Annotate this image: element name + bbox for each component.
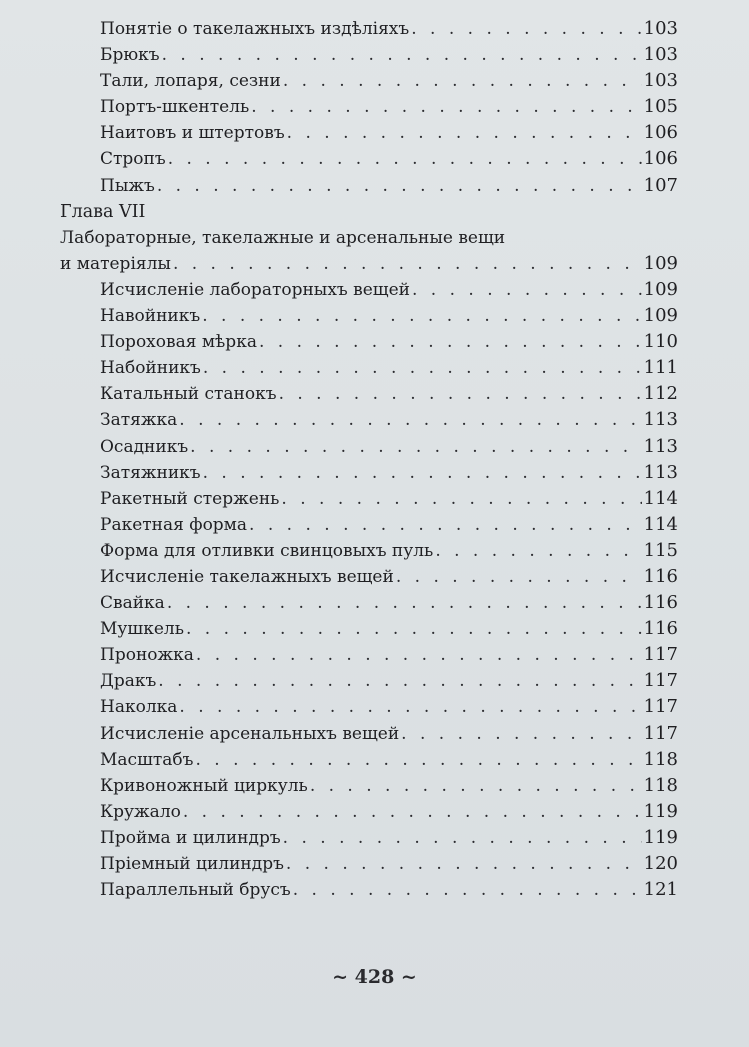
leader-dots: [162, 42, 642, 68]
toc-entry-page-number: 105: [643, 96, 678, 118]
toc-entry-title: Кривоножный циркуль: [100, 775, 308, 796]
toc-entry-title: Понятіе о такелажныхъ издѣліяхъ: [100, 19, 410, 39]
toc-entry-title: Навойникъ: [100, 306, 201, 327]
toc-entry: [60, 825, 678, 851]
leader-dots: [195, 747, 641, 773]
toc-entry-page-number: 106: [643, 148, 678, 170]
toc-top-list: [60, 16, 678, 199]
toc-chapter-list: [60, 277, 678, 903]
toc-entry-title: Наколка: [100, 697, 178, 718]
chapter-page-number: 109: [643, 252, 678, 274]
leader-dots: [259, 329, 642, 355]
toc-entry-page-number: 114: [643, 513, 678, 535]
toc-entry-title: Свайка: [100, 593, 165, 614]
toc-entry-page-number: 114: [643, 487, 678, 509]
toc-entry: [60, 146, 678, 172]
toc-entry: [60, 434, 678, 460]
leader-dots: [281, 486, 641, 512]
leader-dots: [396, 564, 642, 590]
chapter-title-row: [60, 251, 678, 277]
toc-entry-title: Пороховая мѣрка: [100, 332, 257, 353]
toc-entry-page-number: 103: [643, 44, 678, 66]
toc-entry: [60, 642, 678, 668]
leader-dots: [173, 251, 642, 277]
leader-dots: [196, 642, 642, 668]
toc-entry-title: Исчисленіе такелажныхъ вещей: [100, 566, 394, 587]
toc-entry-title: Ракетная форма: [100, 514, 248, 535]
chapter-title-line1: Лабораторные, такелажные и арсенальные вещи: [60, 227, 506, 248]
toc-entry-page-number: 107: [643, 174, 678, 196]
toc-entry-page-number: 118: [643, 748, 678, 770]
leader-dots: [167, 590, 642, 616]
toc-entry-page-number: 112: [643, 383, 678, 405]
leader-dots: [279, 381, 642, 407]
toc-entry: [60, 564, 678, 590]
toc-entry: [60, 512, 678, 538]
toc-entry: [60, 486, 678, 512]
leader-dots: [283, 825, 642, 851]
toc-entry-title: Затяжка: [100, 410, 178, 431]
leader-dots: [157, 173, 642, 199]
toc-entry-page-number: 109: [643, 305, 678, 327]
toc-entry-title: Набойникъ: [100, 358, 201, 379]
toc-entry-title: Исчисленіе арсенальныхъ вещей: [100, 723, 400, 744]
toc-entry: [60, 355, 678, 381]
leader-dots: [310, 773, 642, 799]
toc-entry-page-number: 116: [643, 565, 678, 587]
toc-entry-page-number: 117: [643, 670, 678, 692]
toc-entry-title: Брюкъ: [100, 45, 160, 66]
toc-entry-page-number: 106: [643, 122, 678, 144]
toc-entry-page-number: 116: [643, 592, 678, 614]
toc-entry-title: Дракъ: [100, 671, 157, 692]
toc-entry: [60, 538, 678, 564]
toc-entry-page-number: 117: [643, 722, 678, 744]
toc-entry-title: Катальный станокъ: [100, 384, 277, 405]
toc-entry: [60, 747, 678, 773]
toc-entry: [60, 668, 678, 694]
toc-entry: [60, 407, 678, 433]
toc-entry-page-number: 110: [643, 331, 678, 353]
toc-entry-page-number: 116: [643, 618, 678, 640]
toc-entry: [60, 721, 678, 747]
toc-entry-title: Тали, лопаря, сезни: [100, 71, 281, 92]
toc-entry-page-number: 115: [643, 539, 678, 561]
toc-entry-title: Исчисленіе лабораторныхъ вещей: [100, 279, 410, 300]
leader-dots: [190, 434, 641, 460]
toc-entry-title: Масштабъ: [100, 749, 194, 770]
toc-entry-title: Пройма и цилиндръ: [100, 827, 281, 848]
toc-entry: [60, 851, 678, 877]
toc-entry-title: Параллельный брусъ: [100, 880, 291, 901]
toc-entry: [60, 773, 678, 799]
toc-entry-title: Форма для отливки свинцовыхъ пуль: [100, 540, 434, 561]
leader-dots: [168, 146, 642, 172]
toc-entry-page-number: 117: [643, 644, 678, 666]
toc-entry: [60, 120, 678, 146]
page-folio: ~ 428 ~: [332, 966, 417, 988]
chapter-label: Глава VII: [60, 201, 146, 222]
toc-entry: [60, 460, 678, 486]
toc-entry-page-number: 119: [643, 800, 678, 822]
leader-dots: [249, 512, 642, 538]
toc-entry-title: Проножка: [100, 645, 194, 666]
leader-dots: [435, 538, 641, 564]
table-of-contents: [60, 16, 678, 903]
toc-entry: [60, 42, 678, 68]
leader-dots: [412, 277, 642, 303]
leader-dots: [179, 694, 641, 720]
leader-dots: [286, 851, 642, 877]
toc-entry-title: Наитовъ и штертовъ: [100, 123, 285, 144]
toc-entry-page-number: 103: [643, 18, 678, 39]
leader-dots: [411, 16, 641, 42]
leader-dots: [203, 460, 642, 486]
toc-entry-title: Затяжникъ: [100, 462, 201, 483]
toc-entry-page-number: 109: [643, 278, 678, 300]
toc-entry: [60, 277, 678, 303]
leader-dots: [251, 94, 641, 120]
leader-dots: [186, 616, 642, 642]
chapter-title-line2: и матеріялы: [60, 253, 171, 274]
toc-entry-page-number: 119: [643, 826, 678, 848]
toc-entry-title: Мушкель: [100, 619, 184, 640]
leader-dots: [158, 668, 641, 694]
toc-entry-page-number: 103: [643, 70, 678, 92]
toc-entry: [60, 68, 678, 94]
toc-entry-title: Пыжъ: [100, 175, 155, 196]
toc-entry: [60, 303, 678, 329]
leader-dots: [293, 877, 642, 903]
toc-entry-page-number: 113: [643, 409, 678, 431]
toc-entry-title: Портъ-шкентель: [100, 97, 250, 118]
toc-entry-page-number: 118: [643, 774, 678, 796]
toc-entry-page-number: 111: [643, 357, 678, 379]
toc-entry: [60, 329, 678, 355]
toc-entry: [60, 694, 678, 720]
toc-entry-title: Осадникъ: [100, 436, 189, 457]
toc-entry-title: Ракетный стержень: [100, 488, 280, 509]
leader-dots: [401, 721, 641, 747]
leader-dots: [179, 407, 641, 433]
toc-entry: [60, 16, 678, 42]
toc-entry-page-number: 113: [643, 461, 678, 483]
leader-dots: [287, 120, 642, 146]
toc-entry-page-number: 117: [643, 696, 678, 718]
toc-entry-page-number: 113: [643, 435, 678, 457]
toc-entry-title: Пріемный цилиндръ: [100, 854, 284, 874]
toc-entry-title: Кружало: [100, 801, 181, 822]
toc-entry: [60, 94, 678, 120]
toc-entry: [60, 616, 678, 642]
toc-entry: [60, 877, 678, 903]
toc-entry: [60, 590, 678, 616]
leader-dots: [203, 355, 642, 381]
toc-entry: [60, 381, 678, 407]
toc-entry-title: Стропъ: [100, 149, 166, 170]
toc-entry: [60, 799, 678, 825]
leader-dots: [202, 303, 641, 329]
toc-entry: [60, 173, 678, 199]
toc-entry-page-number: 120: [643, 853, 678, 874]
leader-dots: [183, 799, 642, 825]
leader-dots: [283, 68, 642, 94]
toc-entry-page-number: 121: [643, 879, 678, 901]
